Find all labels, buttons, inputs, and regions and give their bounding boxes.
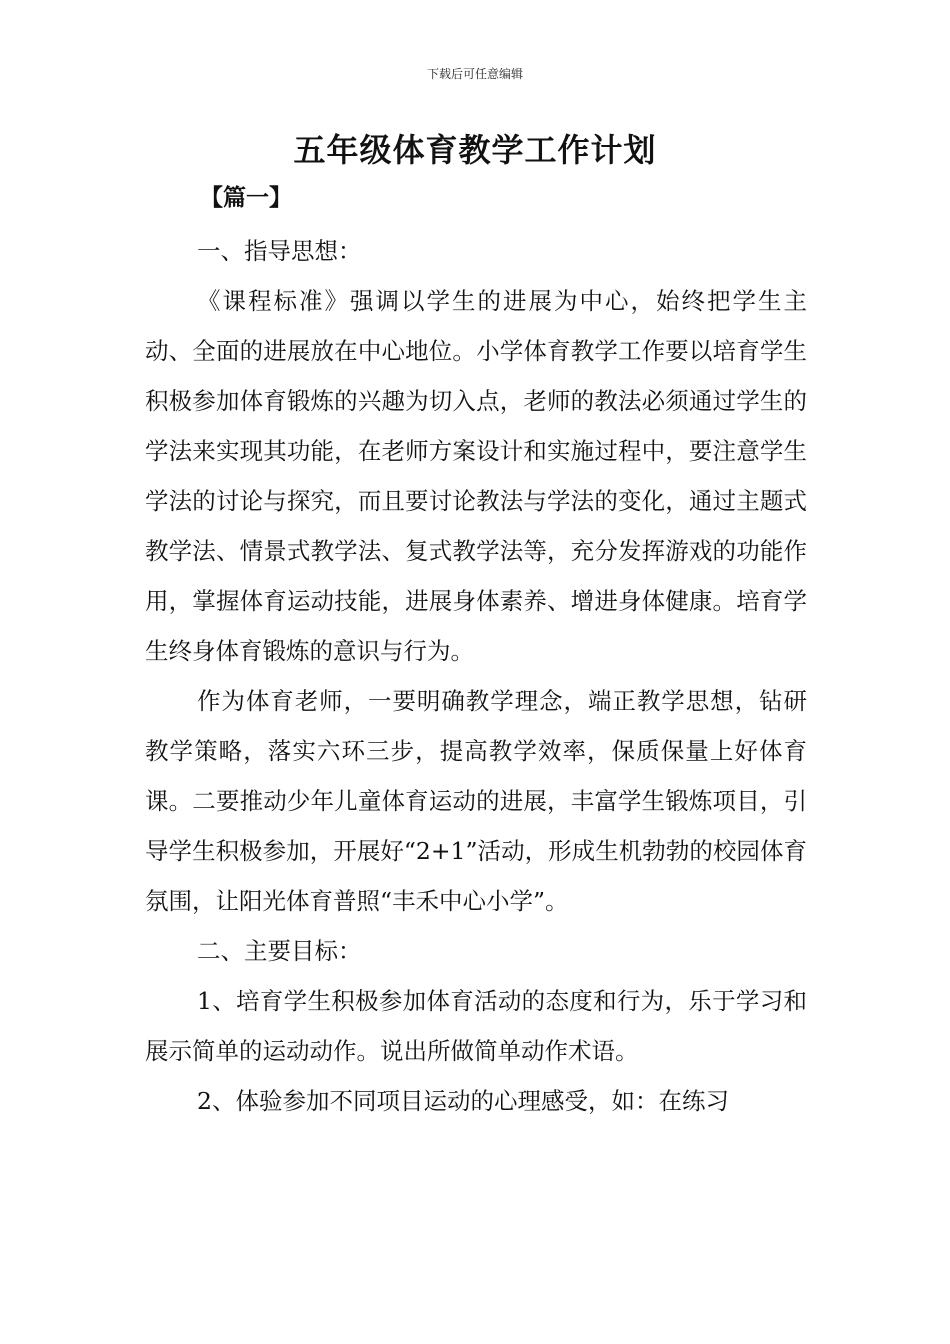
paragraph-teacher-duties: 作为体育老师，一要明确教学理念，端正教学思想，钻研教学策略，落实六环三步，提高教学效率，保质保量上好体育课。二要推动少年儿童体育运动的进展，丰富学生锻炼项目，引导学生积极参加，开展好“2+1”活动，形成生机勃勃的校园体育氛围，让阳光体育普照“丰禾中心小学”。 bbox=[145, 687, 807, 915]
document-title: 五年级体育教学工作计划 bbox=[293, 131, 657, 169]
header-note: 下载后可任意编辑 bbox=[426, 67, 523, 81]
section-marker: 【篇一】 bbox=[200, 184, 292, 211]
heading-main-goals: 二、主要目标： bbox=[197, 937, 362, 965]
goal-item-2: 2、体验参加不同项目运动的心理感受，如：在练习 bbox=[197, 1087, 729, 1115]
document-body bbox=[145, 226, 807, 1126]
goal-item-1: 1、培育学生积极参加体育活动的态度和行为，乐于学习和展示简单的运动动作。说出所做简单动作术语。 bbox=[145, 987, 807, 1065]
paragraph-curriculum-standard: 《课程标准》强调以学生的进展为中心，始终把学生主动、全面的进展放在中心地位。小学体育教学工作要以培育学生积极参加体育锻炼的兴趣为切入点，老师的教法必须通过学生的学法来实现其功能，在老师方案设计和实施过程中，要注意学生学法的讨论与探究，而且要讨论教法与学法的变化，通过主题式教学法、情景式教学法、复式教学法等，充分发挥游戏的功能作用，掌握体育运动技能，进展身体素养、增进身体健康。培育学生终身体育锻炼的意识与行为。 bbox=[145, 287, 807, 665]
heading-guiding-thought: 一、指导思想： bbox=[197, 237, 362, 265]
